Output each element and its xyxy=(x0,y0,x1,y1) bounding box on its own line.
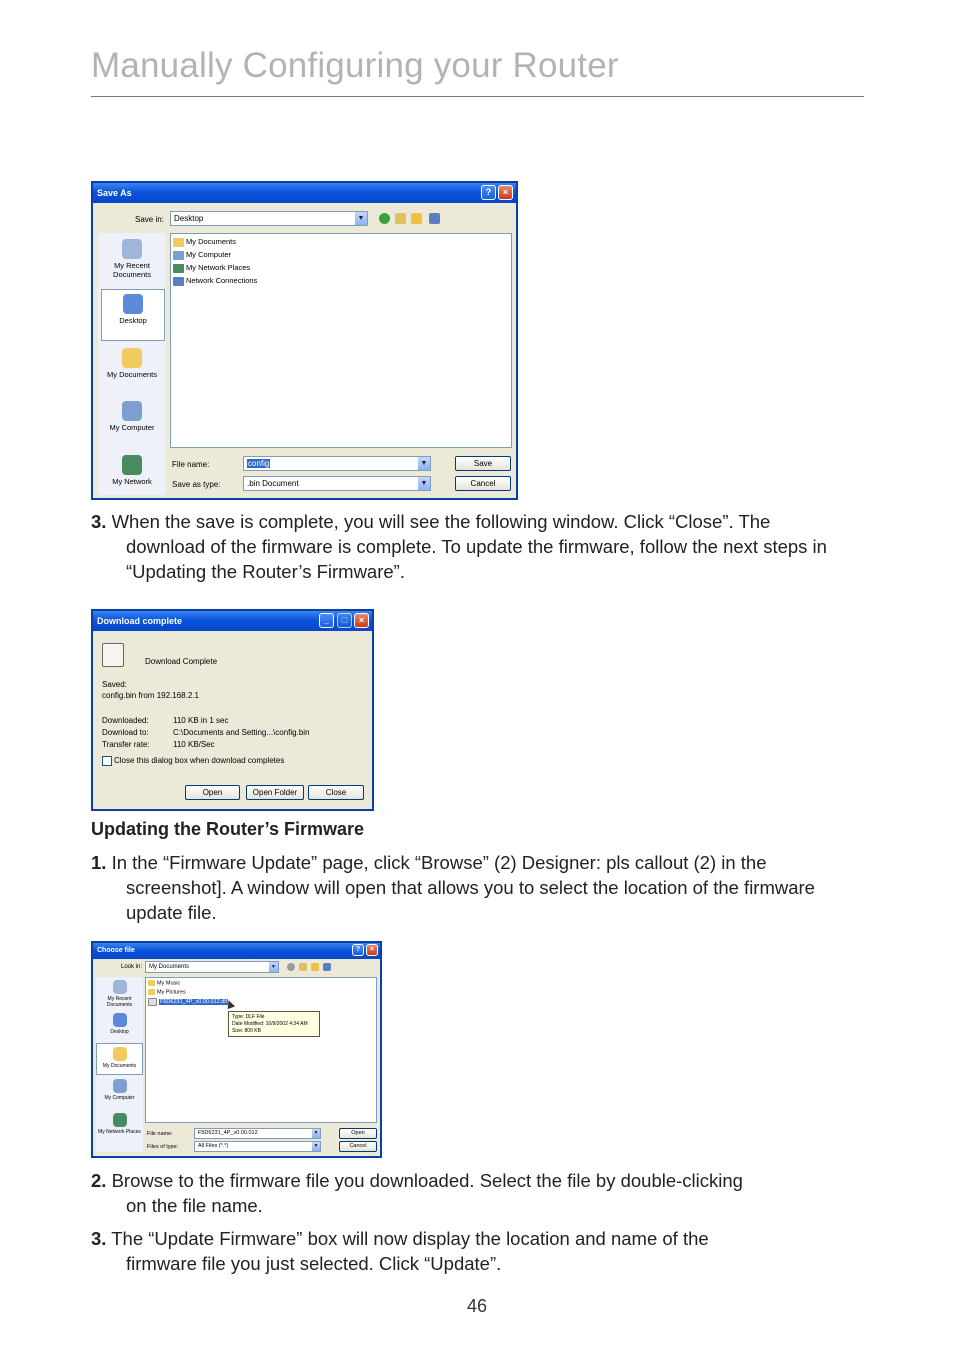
file-tooltip: Type: DLF File Date Modified: 10/9/2002 4:34 AM Size: 800 KB xyxy=(228,1011,320,1037)
place-my-computer[interactable]: My Computer xyxy=(98,401,166,432)
chevron-down-icon: ▼ xyxy=(355,212,367,225)
file-type-select[interactable] xyxy=(194,1141,321,1152)
chevron-down-icon: ▼ xyxy=(313,1143,319,1149)
chevron-down-icon: ▼ xyxy=(269,962,278,972)
my-documents-icon xyxy=(122,348,142,368)
file-list[interactable] xyxy=(145,977,377,1123)
recent-documents-icon xyxy=(113,980,127,994)
transfer-label: Transfer rate: xyxy=(102,740,150,749)
recent-documents-icon xyxy=(122,239,142,259)
computer-icon xyxy=(173,251,184,260)
up-folder-icon[interactable] xyxy=(299,963,307,971)
title-rule xyxy=(91,96,864,97)
place-my-documents[interactable]: My Documents xyxy=(96,1043,143,1075)
save-in-select[interactable] xyxy=(170,211,368,226)
places-bar xyxy=(96,977,143,1152)
new-folder-icon[interactable] xyxy=(411,213,422,224)
step-save-complete: 3. When the save is complete, you will see the following window. Click “Close”. The download of the firmware is complete. To update the firmware, follow the next steps in “Updating the Router’s Firmware”. xyxy=(91,511,827,582)
download-complete-dialog xyxy=(91,609,374,811)
place-recent[interactable]: My Recent Documents xyxy=(96,980,143,1008)
my-network-icon xyxy=(122,455,142,475)
back-icon[interactable] xyxy=(379,213,390,224)
save-as-dialog xyxy=(91,181,518,500)
place-desktop[interactable]: Desktop xyxy=(101,289,165,341)
network-connections-icon xyxy=(173,277,184,286)
look-in-value: My Documents xyxy=(149,964,190,970)
folder-icon xyxy=(148,989,155,995)
save-type-label: Save as type: xyxy=(172,480,221,489)
file-name-value: config xyxy=(248,459,270,468)
my-computer-icon xyxy=(122,401,142,421)
saved-value: config.bin from 192.168.2.1 xyxy=(102,691,199,700)
page-title: Manually Configuring your Router xyxy=(91,46,619,85)
download-clipboard-icon xyxy=(102,643,124,667)
place-my-documents[interactable]: My Documents xyxy=(98,348,166,379)
choose-file-titlebar xyxy=(93,943,380,959)
new-folder-icon[interactable] xyxy=(311,963,319,971)
open-folder-button[interactable]: Open Folder xyxy=(246,785,304,800)
section-heading: Updating the Router’s Firmware xyxy=(91,819,365,839)
my-network-icon xyxy=(113,1113,127,1127)
place-my-network[interactable]: My Network xyxy=(98,455,166,486)
save-as-title: Save As xyxy=(97,188,132,198)
file-type-label: Files of type: xyxy=(147,1144,179,1150)
choose-file-title: Choose file xyxy=(97,947,135,954)
list-item[interactable]: F5D6231_4P_v0.00.012.dlf xyxy=(148,998,228,1006)
chevron-down-icon: ▼ xyxy=(418,457,430,470)
look-in-label: Look in: xyxy=(121,964,143,970)
close-when-done-checkbox[interactable] xyxy=(102,756,112,766)
checkbox-label: Close this dialog box when download completes xyxy=(114,756,285,765)
file-name-label: File name: xyxy=(172,460,210,469)
help-icon[interactable]: ? xyxy=(352,944,364,956)
network-icon xyxy=(173,264,184,273)
close-icon[interactable]: × xyxy=(498,185,513,200)
cancel-button[interactable]: Cancel xyxy=(339,1141,377,1152)
place-recent[interactable]: My Recent Documents xyxy=(98,239,166,279)
close-button[interactable]: Close xyxy=(308,785,364,800)
place-desktop[interactable]: Desktop xyxy=(96,1013,143,1035)
downloaded-label: Downloaded: xyxy=(102,716,149,725)
step-update-2: 2. Browse to the firmware file you downloaded. Select the file by double-clicking on the file name. xyxy=(91,1170,743,1216)
view-menu-icon[interactable] xyxy=(429,213,440,224)
file-name-input[interactable] xyxy=(243,456,431,471)
save-type-value: .bin Document xyxy=(247,479,299,488)
save-type-select[interactable] xyxy=(243,476,431,491)
chevron-down-icon: ▼ xyxy=(313,1130,319,1136)
file-list[interactable] xyxy=(170,233,512,448)
save-in-label: Save in: xyxy=(135,215,164,224)
download-to-label: Download to: xyxy=(102,728,149,737)
cancel-button[interactable]: Cancel xyxy=(455,476,511,491)
file-name-input[interactable] xyxy=(194,1128,321,1139)
folder-icon xyxy=(148,980,155,986)
list-item[interactable]: My Music xyxy=(148,980,180,986)
list-item[interactable]: My Pictures xyxy=(148,989,186,995)
save-in-value: Desktop xyxy=(174,214,204,223)
minimize-icon[interactable]: _ xyxy=(319,613,334,628)
back-icon[interactable] xyxy=(287,963,295,971)
download-heading: Download Complete xyxy=(145,657,218,666)
mouse-cursor-icon xyxy=(225,999,235,1009)
folder-icon xyxy=(173,238,184,247)
choose-file-dialog xyxy=(91,941,382,1158)
place-my-computer[interactable]: My Computer xyxy=(96,1079,143,1101)
list-item[interactable]: My Network Places xyxy=(173,263,250,273)
open-button[interactable]: Open xyxy=(185,785,240,800)
places-bar xyxy=(98,233,166,495)
my-documents-icon xyxy=(113,1047,127,1061)
view-menu-icon[interactable] xyxy=(323,963,331,971)
close-icon[interactable]: × xyxy=(366,944,378,956)
download-title: Download complete xyxy=(97,616,183,626)
file-icon xyxy=(148,998,157,1006)
desktop-icon xyxy=(113,1013,127,1027)
look-in-select[interactable] xyxy=(145,961,279,973)
page-number: 46 xyxy=(466,1296,488,1316)
place-my-network[interactable]: My Network Places xyxy=(96,1113,143,1135)
list-item[interactable]: Network Connections xyxy=(173,276,257,286)
list-item[interactable]: My Computer xyxy=(173,250,231,260)
chevron-down-icon: ▼ xyxy=(418,477,430,490)
saved-label: Saved: xyxy=(102,680,127,689)
save-as-titlebar xyxy=(93,183,516,203)
open-button[interactable]: Open xyxy=(339,1128,377,1139)
download-to-value: C:\Documents and Setting...\config.bin xyxy=(173,728,310,737)
list-item[interactable]: My Documents xyxy=(173,237,236,247)
desktop-icon xyxy=(123,294,143,314)
file-type-value: All Files (*.*) xyxy=(198,1143,229,1149)
help-icon[interactable]: ? xyxy=(481,185,496,200)
transfer-value: 110 KB/Sec xyxy=(173,740,215,749)
maximize-icon[interactable]: □ xyxy=(337,613,352,628)
step-update-3: 3. The “Update Firmware” box will now display the location and name of the firmware file you just selected. Click “Update”. xyxy=(91,1228,709,1274)
file-name-label: File name: xyxy=(147,1131,173,1137)
downloaded-value: 110 KB in 1 sec xyxy=(173,716,229,725)
my-computer-icon xyxy=(113,1079,127,1093)
file-name-value: F5D6231_4P_v0.00.012 xyxy=(198,1130,258,1136)
step-update-1: 1. In the “Firmware Update” page, click “Browse” (2) Designer: pls callout (2) in the screenshot]. A window will open that allows you to select the location of the firmware update file. xyxy=(91,852,815,923)
close-icon[interactable]: × xyxy=(354,613,369,628)
save-button[interactable]: Save xyxy=(455,456,511,471)
up-folder-icon[interactable] xyxy=(395,213,406,224)
